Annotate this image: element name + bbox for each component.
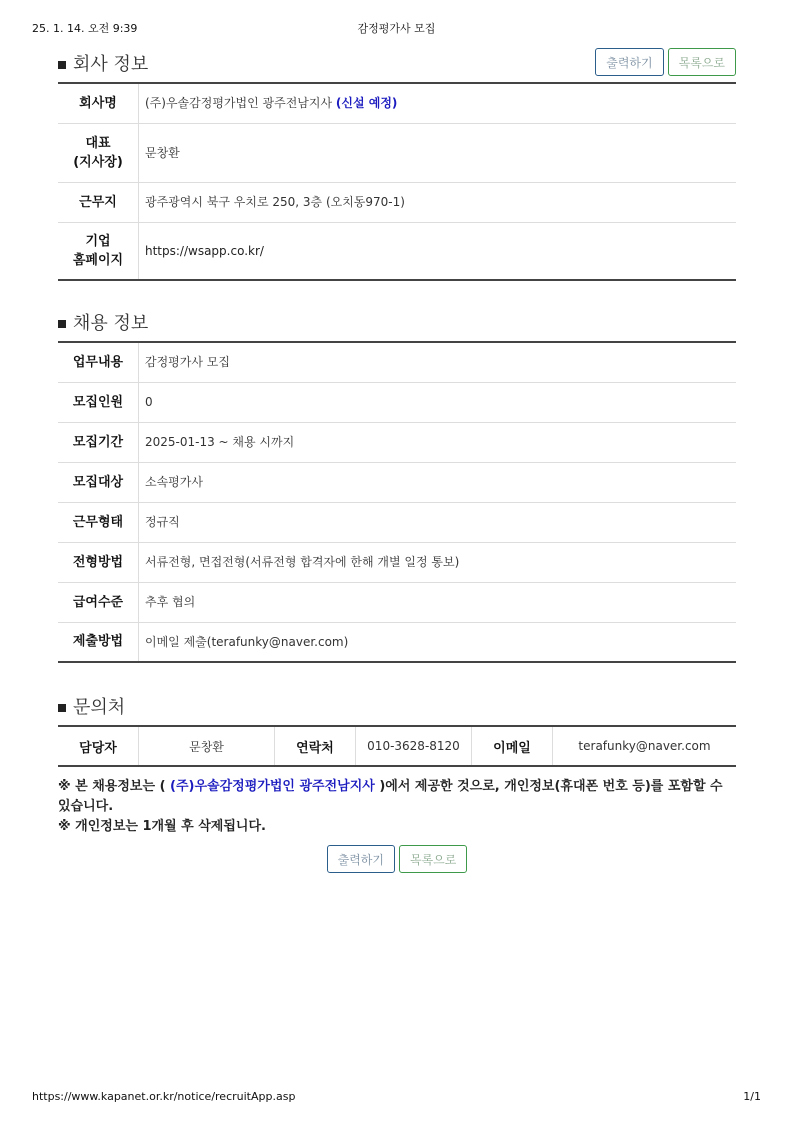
headcount-label: 모집인원 <box>58 382 139 422</box>
table-row <box>58 83 736 123</box>
table-row <box>58 542 736 582</box>
homepage-value <box>139 222 737 280</box>
salary-label: 급여수준 <box>58 582 139 622</box>
submission-value: 이메일 제출(terafunky@naver.com) <box>145 634 349 649</box>
company-section-header <box>58 44 736 82</box>
company-name-value: (주)우솔감정평가법인 광주전남지사 (신설 예정) <box>139 83 737 123</box>
company-info-table <box>58 82 736 281</box>
privacy-notice: ※ 본 채용정보는 ( (주)우솔감정평가법인 광주전남지사 )에서 제공한 것으로, 개인정보(휴대폰 번호 등)를 포함할 수 있습니다. ※ 개인정보는 1개월 후 삭제됩니다. <box>58 779 723 834</box>
homepage-label: 기업 홈페이지 <box>58 222 139 280</box>
location-value: 광주광역시 북구 우치로 250, 3층 (오치동970-1) <box>139 182 737 222</box>
table-row <box>58 422 736 462</box>
email-value: terafunky@naver.com <box>578 739 711 753</box>
company-name-label: 회사명 <box>58 83 139 123</box>
table-row <box>58 342 736 382</box>
table-row <box>58 622 736 662</box>
period-label: 모집기간 <box>58 422 139 462</box>
table-row <box>58 726 736 766</box>
bottom-button-group <box>58 845 736 873</box>
recruit-section-title: 채용 정보 <box>58 309 148 335</box>
retention-notice: ※ 개인정보는 1개월 후 삭제됩니다. <box>58 819 266 834</box>
table-row <box>58 582 736 622</box>
square-bullet-icon <box>58 320 66 328</box>
table-row <box>58 182 736 222</box>
page-number: 1/1 <box>743 1090 761 1103</box>
new-branch-badge: (신설 예정) <box>335 96 398 111</box>
contact-section-header <box>58 687 736 725</box>
print-button[interactable]: 출력하기 <box>595 48 663 76</box>
selection-method-value: 서류전형, 면접전형(서류전형 합격자에 한해 개별 일정 통보) <box>139 542 737 582</box>
phone-value: 010-3628-8120 <box>356 726 472 766</box>
location-label: 근무지 <box>58 182 139 222</box>
table-row <box>58 462 736 502</box>
page-url: https://www.kapanet.or.kr/notice/recruitApp.asp <box>32 1090 296 1103</box>
square-bullet-icon <box>58 61 66 69</box>
table-row <box>58 502 736 542</box>
target-value: 소속평가사 <box>139 462 737 502</box>
employment-type-value: 정규직 <box>139 502 737 542</box>
print-header <box>32 20 761 36</box>
manager-label: 담당자 <box>58 726 139 766</box>
period-value: 2025-01-13 ~ 채용 시까지 <box>139 422 737 462</box>
selection-method-label: 전형방법 <box>58 542 139 582</box>
duty-value: 감정평가사 모집 <box>139 342 737 382</box>
employment-type-label: 근무형태 <box>58 502 139 542</box>
back-to-list-button[interactable]: 목록으로 <box>668 48 736 76</box>
company-section-title: 회사 정보 <box>58 50 148 76</box>
ceo-value: 문창환 <box>139 123 737 182</box>
recruit-detail <box>58 44 736 873</box>
phone-label: 연락처 <box>275 726 356 766</box>
print-page-title: 감정평가사 모집 <box>357 22 436 35</box>
manager-value: 문창환 <box>139 726 275 766</box>
table-row <box>58 123 736 182</box>
square-bullet-icon <box>58 704 66 712</box>
ceo-label: 대표 (지사장) <box>58 123 139 182</box>
print-footer <box>32 1090 761 1106</box>
table-row <box>58 382 736 422</box>
submission-label: 제출방법 <box>58 622 139 662</box>
notice-company-name: (주)우솔감정평가법인 광주전남지사 <box>170 779 375 794</box>
back-to-list-button-bottom[interactable]: 목록으로 <box>399 845 467 873</box>
print-button-bottom[interactable]: 출력하기 <box>327 845 395 873</box>
salary-value: 추후 협의 <box>139 582 737 622</box>
target-label: 모집대상 <box>58 462 139 502</box>
top-button-group <box>595 48 736 76</box>
recruit-info-table <box>58 341 736 663</box>
headcount-value: 0 <box>139 382 737 422</box>
contact-section-title: 문의처 <box>58 693 125 719</box>
print-date: 25. 1. 14. 오전 9:39 <box>32 22 138 35</box>
table-row <box>58 222 736 280</box>
contact-table <box>58 725 736 767</box>
email-label: 이메일 <box>472 726 553 766</box>
homepage-link[interactable]: https://wsapp.co.kr/ <box>145 243 264 258</box>
recruit-section-header <box>58 303 736 341</box>
duty-label: 업무내용 <box>58 342 139 382</box>
